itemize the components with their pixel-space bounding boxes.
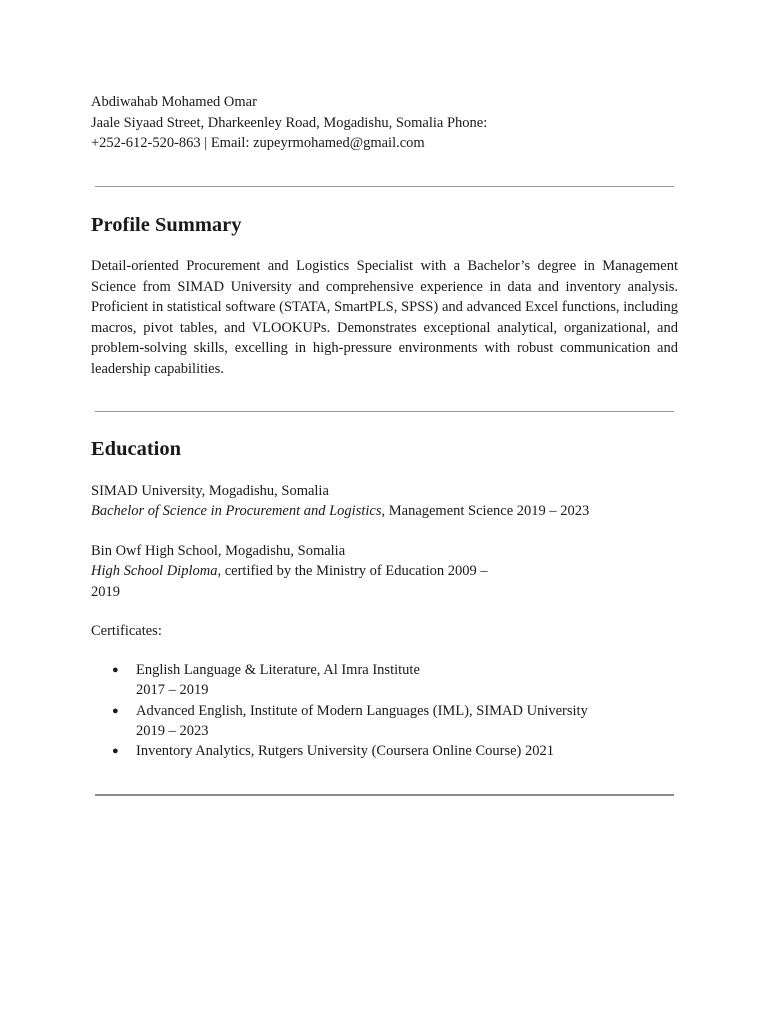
bullet-icon: ● bbox=[112, 745, 119, 758]
education-entry bbox=[91, 481, 681, 522]
certificate-title: Advanced English, Institute of Modern Languages (IML), SIMAD University bbox=[136, 702, 588, 719]
contact-header bbox=[91, 92, 691, 154]
education-entry bbox=[91, 541, 681, 602]
contact-line: +252-612-520-863 | Email: zupeyrmohamed@gmail.com bbox=[91, 135, 425, 152]
degree-detail: , Management Science 2019 – 2023 bbox=[381, 503, 590, 520]
institution: Bin Owf High School, Mogadishu, Somalia bbox=[91, 543, 346, 559]
certificates-label: Certificates: bbox=[91, 623, 162, 639]
certificate-title: Inventory Analytics, Rutgers University (Coursera Online Course) 2021 bbox=[136, 743, 555, 760]
profile-summary-text: Detail-oriented Procurement and Logistics Specialist with a Bachelor’s degree in Management Science from SIMAD University and comprehensive experience in data and inventory analysis. Proficient in statistical software (STATA, SmartPLS, SPSS) and advanced Excel functions, including macros, pivot tables, and VLOOKUPs. Demonstrates exceptional analytical, organizational, and problem-solving skills, excelling in high-pressure environments with robust communication and leadership capabilities. bbox=[91, 258, 678, 377]
certificates-list bbox=[112, 660, 672, 761]
bullet-icon: ● bbox=[112, 664, 119, 676]
degree-detail: , certified by the Ministry of Education 2009 – bbox=[217, 563, 488, 580]
certificate-dates: 2017 – 2019 bbox=[136, 682, 209, 699]
education-heading: Education bbox=[91, 438, 181, 460]
degree-detail-continued: 2019 bbox=[91, 583, 120, 600]
divider bbox=[95, 794, 674, 796]
applicant-name: Abdiwahab Mohamed Omar bbox=[91, 94, 257, 110]
degree: High School Diploma bbox=[91, 563, 218, 580]
certificate-title: English Language & Literature, Al Imra Institute bbox=[136, 662, 420, 678]
bullet-icon: ● bbox=[112, 704, 119, 717]
list-item bbox=[112, 701, 672, 742]
certificate-dates: 2019 – 2023 bbox=[136, 722, 209, 739]
degree: Bachelor of Science in Procurement and Logistics bbox=[91, 503, 382, 520]
list-item bbox=[112, 741, 672, 761]
divider bbox=[95, 186, 674, 187]
profile-summary-heading: Profile Summary bbox=[91, 214, 242, 236]
institution: SIMAD University, Mogadishu, Somalia bbox=[91, 483, 329, 499]
address-line: Jaale Siyaad Street, Dharkeenley Road, Mogadishu, Somalia Phone: bbox=[91, 114, 488, 131]
divider bbox=[95, 411, 674, 412]
list-item bbox=[112, 660, 672, 701]
degree-line bbox=[91, 501, 681, 521]
degree-line bbox=[91, 561, 681, 581]
